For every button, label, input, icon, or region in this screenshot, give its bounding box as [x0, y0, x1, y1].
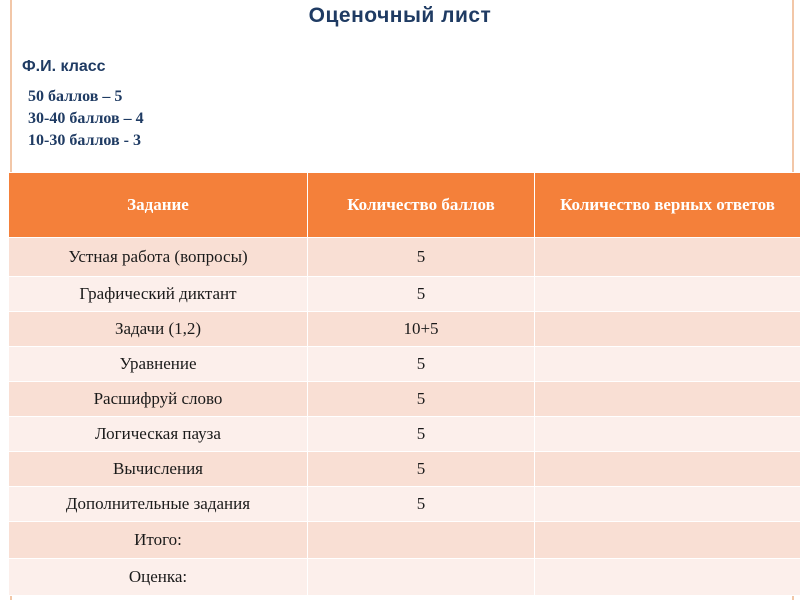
points-cell: 5 — [308, 382, 535, 417]
table-row — [9, 487, 800, 522]
scale-line: 50 баллов – 5 — [28, 88, 123, 105]
correct-answers-cell[interactable] — [535, 238, 800, 277]
table-row — [9, 312, 800, 347]
correct-answers-cell[interactable] — [535, 452, 800, 487]
points-cell: 5 — [308, 417, 535, 452]
scale-line: 10-30 баллов - 3 — [28, 132, 141, 149]
scale-line: 30-40 баллов – 4 — [28, 110, 144, 127]
correct-answers-cell[interactable] — [535, 277, 800, 312]
page-title: Оценочный лист — [308, 4, 492, 27]
correct-answers-cell[interactable] — [535, 417, 800, 452]
correct-answers-cell[interactable] — [535, 312, 800, 347]
points-cell: 5 — [308, 487, 535, 522]
correct-answers-cell[interactable] — [535, 487, 800, 522]
task-cell: Задачи (1,2) — [9, 312, 308, 347]
task-cell: Логическая пауза — [9, 417, 308, 452]
points-cell: 10+5 — [308, 312, 535, 347]
column-header-correct-answers: Количество верных ответов — [535, 173, 800, 238]
correct-answers-cell[interactable] — [535, 347, 800, 382]
table-header-row — [9, 173, 800, 238]
task-cell: Дополнительные задания — [9, 487, 308, 522]
table-row — [9, 347, 800, 382]
total-correct-cell[interactable] — [535, 522, 800, 559]
table-row — [9, 382, 800, 417]
correct-answers-cell[interactable] — [535, 382, 800, 417]
grading-scale — [28, 86, 144, 152]
column-header-points: Количество баллов — [308, 173, 535, 238]
name-class-label: Ф.И. класс — [22, 58, 106, 75]
grade-row — [9, 559, 800, 596]
grade-points-cell[interactable] — [308, 559, 535, 596]
evaluation-table — [8, 172, 800, 596]
task-cell: Вычисления — [9, 452, 308, 487]
grade-label-cell: Оценка: — [9, 559, 308, 596]
total-points-cell[interactable] — [308, 522, 535, 559]
points-cell: 5 — [308, 238, 535, 277]
task-cell: Графический диктант — [9, 277, 308, 312]
task-cell: Расшифруй слово — [9, 382, 308, 417]
points-cell: 5 — [308, 452, 535, 487]
total-label-cell: Итого: — [9, 522, 308, 559]
table-row — [9, 277, 800, 312]
table-row — [9, 238, 800, 277]
grade-correct-cell[interactable] — [535, 559, 800, 596]
task-cell: Уравнение — [9, 347, 308, 382]
table-row — [9, 452, 800, 487]
points-cell: 5 — [308, 347, 535, 382]
points-cell: 5 — [308, 277, 535, 312]
total-row — [9, 522, 800, 559]
column-header-task: Задание — [9, 173, 308, 238]
task-cell: Устная работа (вопросы) — [9, 238, 308, 277]
table-row — [9, 417, 800, 452]
